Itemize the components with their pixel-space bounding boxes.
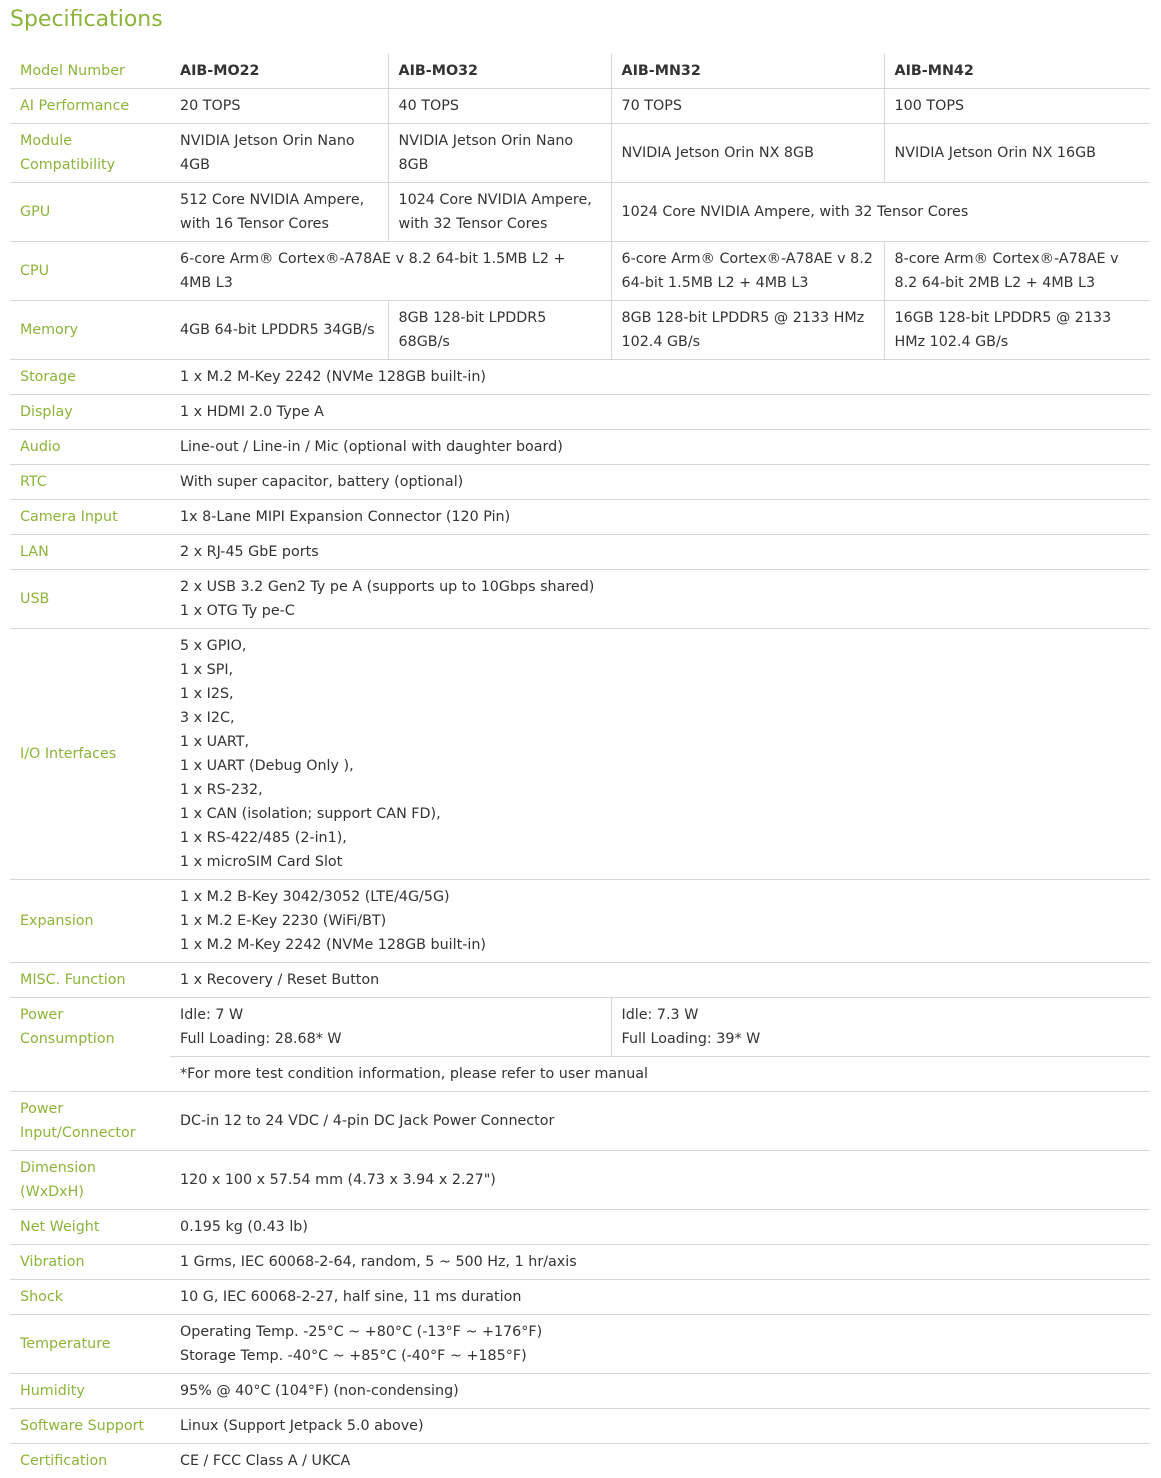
row-misc-function bbox=[10, 963, 1150, 998]
spec-label: Memory bbox=[10, 301, 170, 360]
row-certification bbox=[10, 1444, 1150, 1478]
spec-label: Camera Input bbox=[10, 500, 170, 535]
spec-label: Model Number bbox=[10, 54, 170, 89]
spec-value: 512 Core NVIDIA Ampere, with 16 Tensor Cores bbox=[170, 183, 388, 242]
value-line: 1 x UART (Debug Only ), bbox=[180, 754, 1140, 778]
spec-label: AI Performance bbox=[10, 89, 170, 124]
value-line: 3 x I2C, bbox=[180, 706, 1140, 730]
spec-value: NVIDIA Jetson Orin NX 16GB bbox=[884, 124, 1150, 183]
spec-label: I/O Interfaces bbox=[10, 629, 170, 880]
spec-value: 2 x RJ-45 GbE ports bbox=[170, 535, 1150, 570]
spec-value: 70 TOPS bbox=[611, 89, 884, 124]
spec-value: 20 TOPS bbox=[170, 89, 388, 124]
spec-label: CPU bbox=[10, 242, 170, 301]
spec-value bbox=[170, 629, 1150, 880]
row-vibration bbox=[10, 1245, 1150, 1280]
spec-value: 1 Grms, IEC 60068-2-64, random, 5 ~ 500 Hz, 1 hr/axis bbox=[170, 1245, 1150, 1280]
row-gpu bbox=[10, 183, 1150, 242]
row-power-input bbox=[10, 1092, 1150, 1151]
value-line: 1 x microSIM Card Slot bbox=[180, 850, 1140, 874]
power-full-loading: Full Loading: 28.68* W bbox=[180, 1027, 601, 1051]
spec-value: 8GB 128-bit LPDDR5 68GB/s bbox=[388, 301, 611, 360]
row-power-consumption bbox=[10, 998, 1150, 1057]
spec-value: 100 TOPS bbox=[884, 89, 1150, 124]
spec-value: Line-out / Line-in / Mic (optional with daughter board) bbox=[170, 430, 1150, 465]
spec-label: Expansion bbox=[10, 880, 170, 963]
power-idle: Idle: 7.3 W bbox=[622, 1003, 1141, 1027]
row-audio bbox=[10, 430, 1150, 465]
row-storage bbox=[10, 360, 1150, 395]
value-line: 1 x CAN (isolation; support CAN FD), bbox=[180, 802, 1140, 826]
spec-value: NVIDIA Jetson Orin Nano 4GB bbox=[170, 124, 388, 183]
specifications-table bbox=[10, 54, 1150, 1478]
row-humidity bbox=[10, 1374, 1150, 1409]
value-line: 1 x RS-422/485 (2-in1), bbox=[180, 826, 1140, 850]
spec-value: 1 x Recovery / Reset Button bbox=[170, 963, 1150, 998]
spec-value: 120 x 100 x 57.54 mm (4.73 x 3.94 x 2.27") bbox=[170, 1151, 1150, 1210]
spec-label: Temperature bbox=[10, 1315, 170, 1374]
spec-value: 8GB 128-bit LPDDR5 @ 2133 HMz 102.4 GB/s bbox=[611, 301, 884, 360]
spec-value: 10 G, IEC 60068-2-27, half sine, 11 ms duration bbox=[170, 1280, 1150, 1315]
spec-value: 4GB 64-bit LPDDR5 34GB/s bbox=[170, 301, 388, 360]
spec-value: NVIDIA Jetson Orin NX 8GB bbox=[611, 124, 884, 183]
row-lan bbox=[10, 535, 1150, 570]
spec-value bbox=[611, 998, 1150, 1057]
spec-value: NVIDIA Jetson Orin Nano 8GB bbox=[388, 124, 611, 183]
value-line: Storage Temp. -40°C ~ +85°C (-40°F ~ +185°F) bbox=[180, 1344, 1140, 1368]
value-line: 5 x GPIO, bbox=[180, 634, 1140, 658]
power-note: *For more test condition information, please refer to user manual bbox=[170, 1057, 1150, 1092]
spec-label: RTC bbox=[10, 465, 170, 500]
row-rtc bbox=[10, 465, 1150, 500]
spec-value: 40 TOPS bbox=[388, 89, 611, 124]
spec-value: 1x 8-Lane MIPI Expansion Connector (120 Pin) bbox=[170, 500, 1150, 535]
power-full-loading: Full Loading: 39* W bbox=[622, 1027, 1141, 1051]
value-line: 1 x SPI, bbox=[180, 658, 1140, 682]
spec-value: DC-in 12 to 24 VDC / 4-pin DC Jack Power Connector bbox=[170, 1092, 1150, 1151]
row-display bbox=[10, 395, 1150, 430]
value-line: 1 x OTG Ty pe-C bbox=[180, 599, 1140, 623]
row-io-interfaces bbox=[10, 629, 1150, 880]
spec-value: 1024 Core NVIDIA Ampere, with 32 Tensor Cores bbox=[388, 183, 611, 242]
spec-label: Certification bbox=[10, 1444, 170, 1478]
spec-value: 16GB 128-bit LPDDR5 @ 2133 HMz 102.4 GB/s bbox=[884, 301, 1150, 360]
row-shock bbox=[10, 1280, 1150, 1315]
row-camera-input bbox=[10, 500, 1150, 535]
spec-value: Linux (Support Jetpack 5.0 above) bbox=[170, 1409, 1150, 1444]
spec-value: 6-core Arm® Cortex®-A78AE v 8.2 64-bit 1.5MB L2 + 4MB L3 bbox=[611, 242, 884, 301]
spec-label: Module Compatibility bbox=[10, 124, 170, 183]
spec-label: Audio bbox=[10, 430, 170, 465]
spec-label: Dimension (WxDxH) bbox=[10, 1151, 170, 1210]
row-memory bbox=[10, 301, 1150, 360]
row-expansion bbox=[10, 880, 1150, 963]
value-line: 1 x M.2 E-Key 2230 (WiFi/BT) bbox=[180, 909, 1140, 933]
spec-label: Shock bbox=[10, 1280, 170, 1315]
value-line: 1 x M.2 M-Key 2242 (NVMe 128GB built-in) bbox=[180, 933, 1140, 957]
row-cpu bbox=[10, 242, 1150, 301]
model-aib-mo32: AIB-MO32 bbox=[388, 54, 611, 89]
spec-value: 8-core Arm® Cortex®-A78AE v 8.2 64-bit 2MB L2 + 4MB L3 bbox=[884, 242, 1150, 301]
spec-value: 1 x M.2 M-Key 2242 (NVMe 128GB built-in) bbox=[170, 360, 1150, 395]
row-module-compatibility bbox=[10, 124, 1150, 183]
spec-label: Software Support bbox=[10, 1409, 170, 1444]
spec-label: Power Consumption bbox=[10, 998, 170, 1092]
model-aib-mn32: AIB-MN32 bbox=[611, 54, 884, 89]
spec-value: 1 x HDMI 2.0 Type A bbox=[170, 395, 1150, 430]
spec-value: 95% @ 40°C (104°F) (non-condensing) bbox=[170, 1374, 1150, 1409]
row-temperature bbox=[10, 1315, 1150, 1374]
spec-label: Net Weight bbox=[10, 1210, 170, 1245]
row-ai-performance bbox=[10, 89, 1150, 124]
spec-label: MISC. Function bbox=[10, 963, 170, 998]
spec-label: USB bbox=[10, 570, 170, 629]
spec-value: 0.195 kg (0.43 lb) bbox=[170, 1210, 1150, 1245]
spec-label: Storage bbox=[10, 360, 170, 395]
row-net-weight bbox=[10, 1210, 1150, 1245]
spec-value bbox=[170, 1315, 1150, 1374]
spec-label: Humidity bbox=[10, 1374, 170, 1409]
value-line: 1 x I2S, bbox=[180, 682, 1140, 706]
model-aib-mn42: AIB-MN42 bbox=[884, 54, 1150, 89]
value-line: 2 x USB 3.2 Gen2 Ty pe A (supports up to 10Gbps shared) bbox=[180, 575, 1140, 599]
row-model-number bbox=[10, 54, 1150, 89]
page-title: Specifications bbox=[10, 5, 163, 35]
spec-label: Power Input/Connector bbox=[10, 1092, 170, 1151]
spec-label: Display bbox=[10, 395, 170, 430]
spec-value: CE / FCC Class A / UKCA bbox=[170, 1444, 1150, 1478]
value-line: Operating Temp. -25°C ~ +80°C (-13°F ~ +176°F) bbox=[180, 1320, 1140, 1344]
spec-value: 6-core Arm® Cortex®-A78AE v 8.2 64-bit 1.5MB L2 + 4MB L3 bbox=[170, 242, 611, 301]
spec-label: GPU bbox=[10, 183, 170, 242]
row-usb bbox=[10, 570, 1150, 629]
spec-value: With super capacitor, battery (optional) bbox=[170, 465, 1150, 500]
model-aib-mo22: AIB-MO22 bbox=[170, 54, 388, 89]
value-line: 1 x UART, bbox=[180, 730, 1140, 754]
row-software-support bbox=[10, 1409, 1150, 1444]
spec-value bbox=[170, 998, 611, 1057]
value-line: 1 x M.2 B-Key 3042/3052 (LTE/4G/5G) bbox=[180, 885, 1140, 909]
spec-value bbox=[170, 880, 1150, 963]
value-line: 1 x RS-232, bbox=[180, 778, 1140, 802]
power-idle: Idle: 7 W bbox=[180, 1003, 601, 1027]
spec-value: 1024 Core NVIDIA Ampere, with 32 Tensor Cores bbox=[611, 183, 1150, 242]
row-power-note bbox=[10, 1057, 1150, 1092]
spec-label: LAN bbox=[10, 535, 170, 570]
spec-value bbox=[170, 570, 1150, 629]
row-dimension bbox=[10, 1151, 1150, 1210]
spec-label: Vibration bbox=[10, 1245, 170, 1280]
